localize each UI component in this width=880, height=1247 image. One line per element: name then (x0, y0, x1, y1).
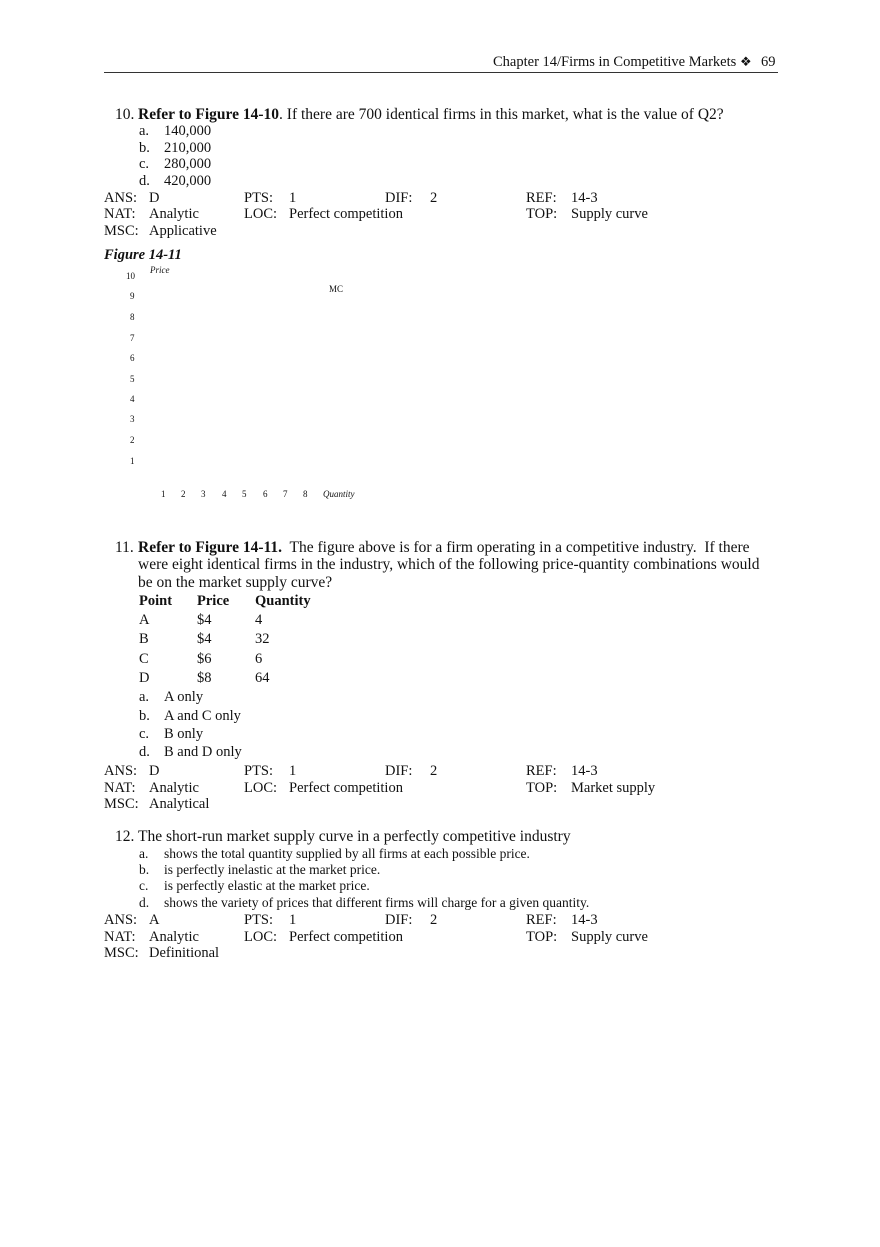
table-cell: 64 (255, 670, 270, 686)
dif-key: DIF: (385, 190, 413, 206)
table-header-quantity: Quantity (255, 593, 311, 609)
question-number: 11. (115, 539, 134, 556)
y-tick-1: 1 (130, 456, 135, 466)
option-letter: d. (139, 173, 150, 189)
top-value: Supply curve (571, 206, 648, 222)
msc-key: MSC: (104, 223, 139, 239)
y-tick-7: 7 (130, 333, 135, 343)
table-cell: $6 (197, 651, 212, 667)
x-axis-label: Quantity (323, 489, 355, 499)
figure-ref: Refer to Figure 14-10 (138, 106, 280, 123)
ans-value: D (149, 763, 160, 779)
question-line-1 (138, 539, 750, 557)
option-letter: b. (139, 862, 150, 877)
option-letter: d. (139, 744, 150, 760)
msc-value: Analytical (149, 796, 210, 812)
top-key: TOP: (526, 206, 558, 222)
option-text: is perfectly inelastic at the market price. (164, 862, 381, 877)
msc-value: Definitional (149, 945, 220, 961)
ans-key: ANS: (104, 763, 138, 779)
option-letter: b. (139, 708, 150, 724)
option-text: is perfectly elastic at the market price. (164, 878, 370, 893)
top-value: Supply curve (571, 929, 648, 945)
option-letter: b. (139, 140, 150, 156)
y-tick-8: 8 (130, 312, 135, 322)
x-tick-1: 1 (161, 489, 166, 499)
option-text: 420,000 (164, 173, 212, 189)
question-body: The figure above is for a firm operating in a competitive industry. If there (282, 539, 750, 556)
loc-value: Perfect competition (289, 780, 403, 796)
page-number: 69 (761, 54, 776, 70)
option-letter: c. (139, 878, 149, 893)
table-cell: 4 (255, 612, 263, 628)
ans-key: ANS: (104, 190, 138, 206)
option-letter: a. (139, 846, 149, 861)
pts-key: PTS: (244, 763, 274, 779)
ref-value: 14-3 (571, 763, 598, 779)
question-body: . If there are 700 identical firms in this market, what is the value of Q2? (279, 106, 724, 123)
nat-value: Analytic (149, 780, 199, 796)
option-text: 280,000 (164, 156, 212, 172)
option-text: B and D only (164, 744, 242, 760)
x-tick-8: 8 (303, 489, 308, 499)
table-header-price: Price (197, 593, 230, 609)
question-text: The short-run market supply curve in a perfectly competitive industry (138, 828, 571, 845)
question-line-3: be on the market supply curve? (138, 574, 333, 591)
y-tick-9: 9 (130, 291, 135, 301)
nat-value: Analytic (149, 929, 199, 945)
option-text: A only (164, 689, 204, 705)
table-cell: D (139, 670, 150, 686)
top-value: Market supply (571, 780, 656, 796)
table-cell: C (139, 651, 149, 667)
ans-value: A (149, 912, 160, 928)
loc-value: Perfect competition (289, 929, 403, 945)
y-tick-4: 4 (130, 394, 135, 404)
dif-key: DIF: (385, 763, 413, 779)
pts-value: 1 (289, 190, 297, 206)
question-number: 12. (115, 828, 135, 845)
ref-key: REF: (526, 190, 557, 206)
pts-key: PTS: (244, 912, 274, 928)
table-cell: 32 (255, 631, 270, 647)
y-tick-6: 6 (130, 353, 135, 363)
loc-key: LOC: (244, 206, 278, 222)
dif-key: DIF: (385, 912, 413, 928)
option-letter: a. (139, 123, 150, 139)
ref-key: REF: (526, 763, 557, 779)
option-text: shows the variety of prices that different firms will charge for a given quantity. (164, 895, 590, 910)
pts-key: PTS: (244, 190, 274, 206)
x-tick-2: 2 (181, 489, 186, 499)
table-header-point: Point (139, 593, 173, 609)
msc-value: Applicative (149, 223, 217, 239)
x-tick-7: 7 (283, 489, 288, 499)
msc-key: MSC: (104, 796, 139, 812)
table-cell: B (139, 631, 149, 647)
ans-value: D (149, 190, 160, 206)
option-text: 140,000 (164, 123, 212, 139)
option-text: B only (164, 726, 204, 742)
figure-title: Figure 14-11 (104, 247, 182, 263)
option-letter: c. (139, 726, 150, 742)
y-tick-2: 2 (130, 435, 135, 445)
table-cell: $4 (197, 631, 212, 647)
option-text: A and C only (164, 708, 241, 724)
question-line-2: were eight identical firms in the industry, which of the following price-quantity combinations would (138, 556, 760, 573)
ornament-icon: ❖ (740, 54, 752, 69)
option-text: shows the total quantity supplied by all firms at each possible price. (164, 846, 530, 861)
dif-value: 2 (430, 190, 438, 206)
option-text: 210,000 (164, 140, 212, 156)
nat-key: NAT: (104, 929, 136, 945)
nat-value: Analytic (149, 206, 199, 222)
table-cell: 6 (255, 651, 263, 667)
option-letter: c. (139, 156, 150, 172)
top-key: TOP: (526, 780, 558, 796)
nat-key: NAT: (104, 780, 136, 796)
y-tick-3: 3 (130, 414, 135, 424)
loc-value: Perfect competition (289, 206, 403, 222)
loc-key: LOC: (244, 780, 278, 796)
y-tick-5: 5 (130, 374, 135, 384)
x-tick-4: 4 (222, 489, 227, 499)
dif-value: 2 (430, 912, 438, 928)
nat-key: NAT: (104, 206, 136, 222)
ans-key: ANS: (104, 912, 138, 928)
option-letter: a. (139, 689, 150, 705)
msc-key: MSC: (104, 945, 139, 961)
chapter-title: Chapter 14/Firms in Competitive Markets (493, 54, 737, 70)
table-cell: $8 (197, 670, 212, 686)
y-axis-label: Price (150, 265, 170, 275)
x-tick-5: 5 (242, 489, 247, 499)
figure-ref: Refer to Figure 14-11. (138, 539, 283, 556)
y-tick-10: 10 (126, 271, 135, 281)
top-key: TOP: (526, 929, 558, 945)
option-letter: d. (139, 895, 150, 910)
table-cell: A (139, 612, 150, 628)
x-tick-6: 6 (263, 489, 268, 499)
question-text (138, 106, 724, 124)
ref-key: REF: (526, 912, 557, 928)
x-tick-3: 3 (201, 489, 206, 499)
ref-value: 14-3 (571, 190, 598, 206)
ref-value: 14-3 (571, 912, 598, 928)
mc-curve-label: MC (329, 284, 344, 294)
table-cell: $4 (197, 612, 212, 628)
pts-value: 1 (289, 912, 297, 928)
pts-value: 1 (289, 763, 297, 779)
loc-key: LOC: (244, 929, 278, 945)
dif-value: 2 (430, 763, 438, 779)
question-number: 10. (115, 106, 135, 123)
header-rule (104, 72, 778, 73)
